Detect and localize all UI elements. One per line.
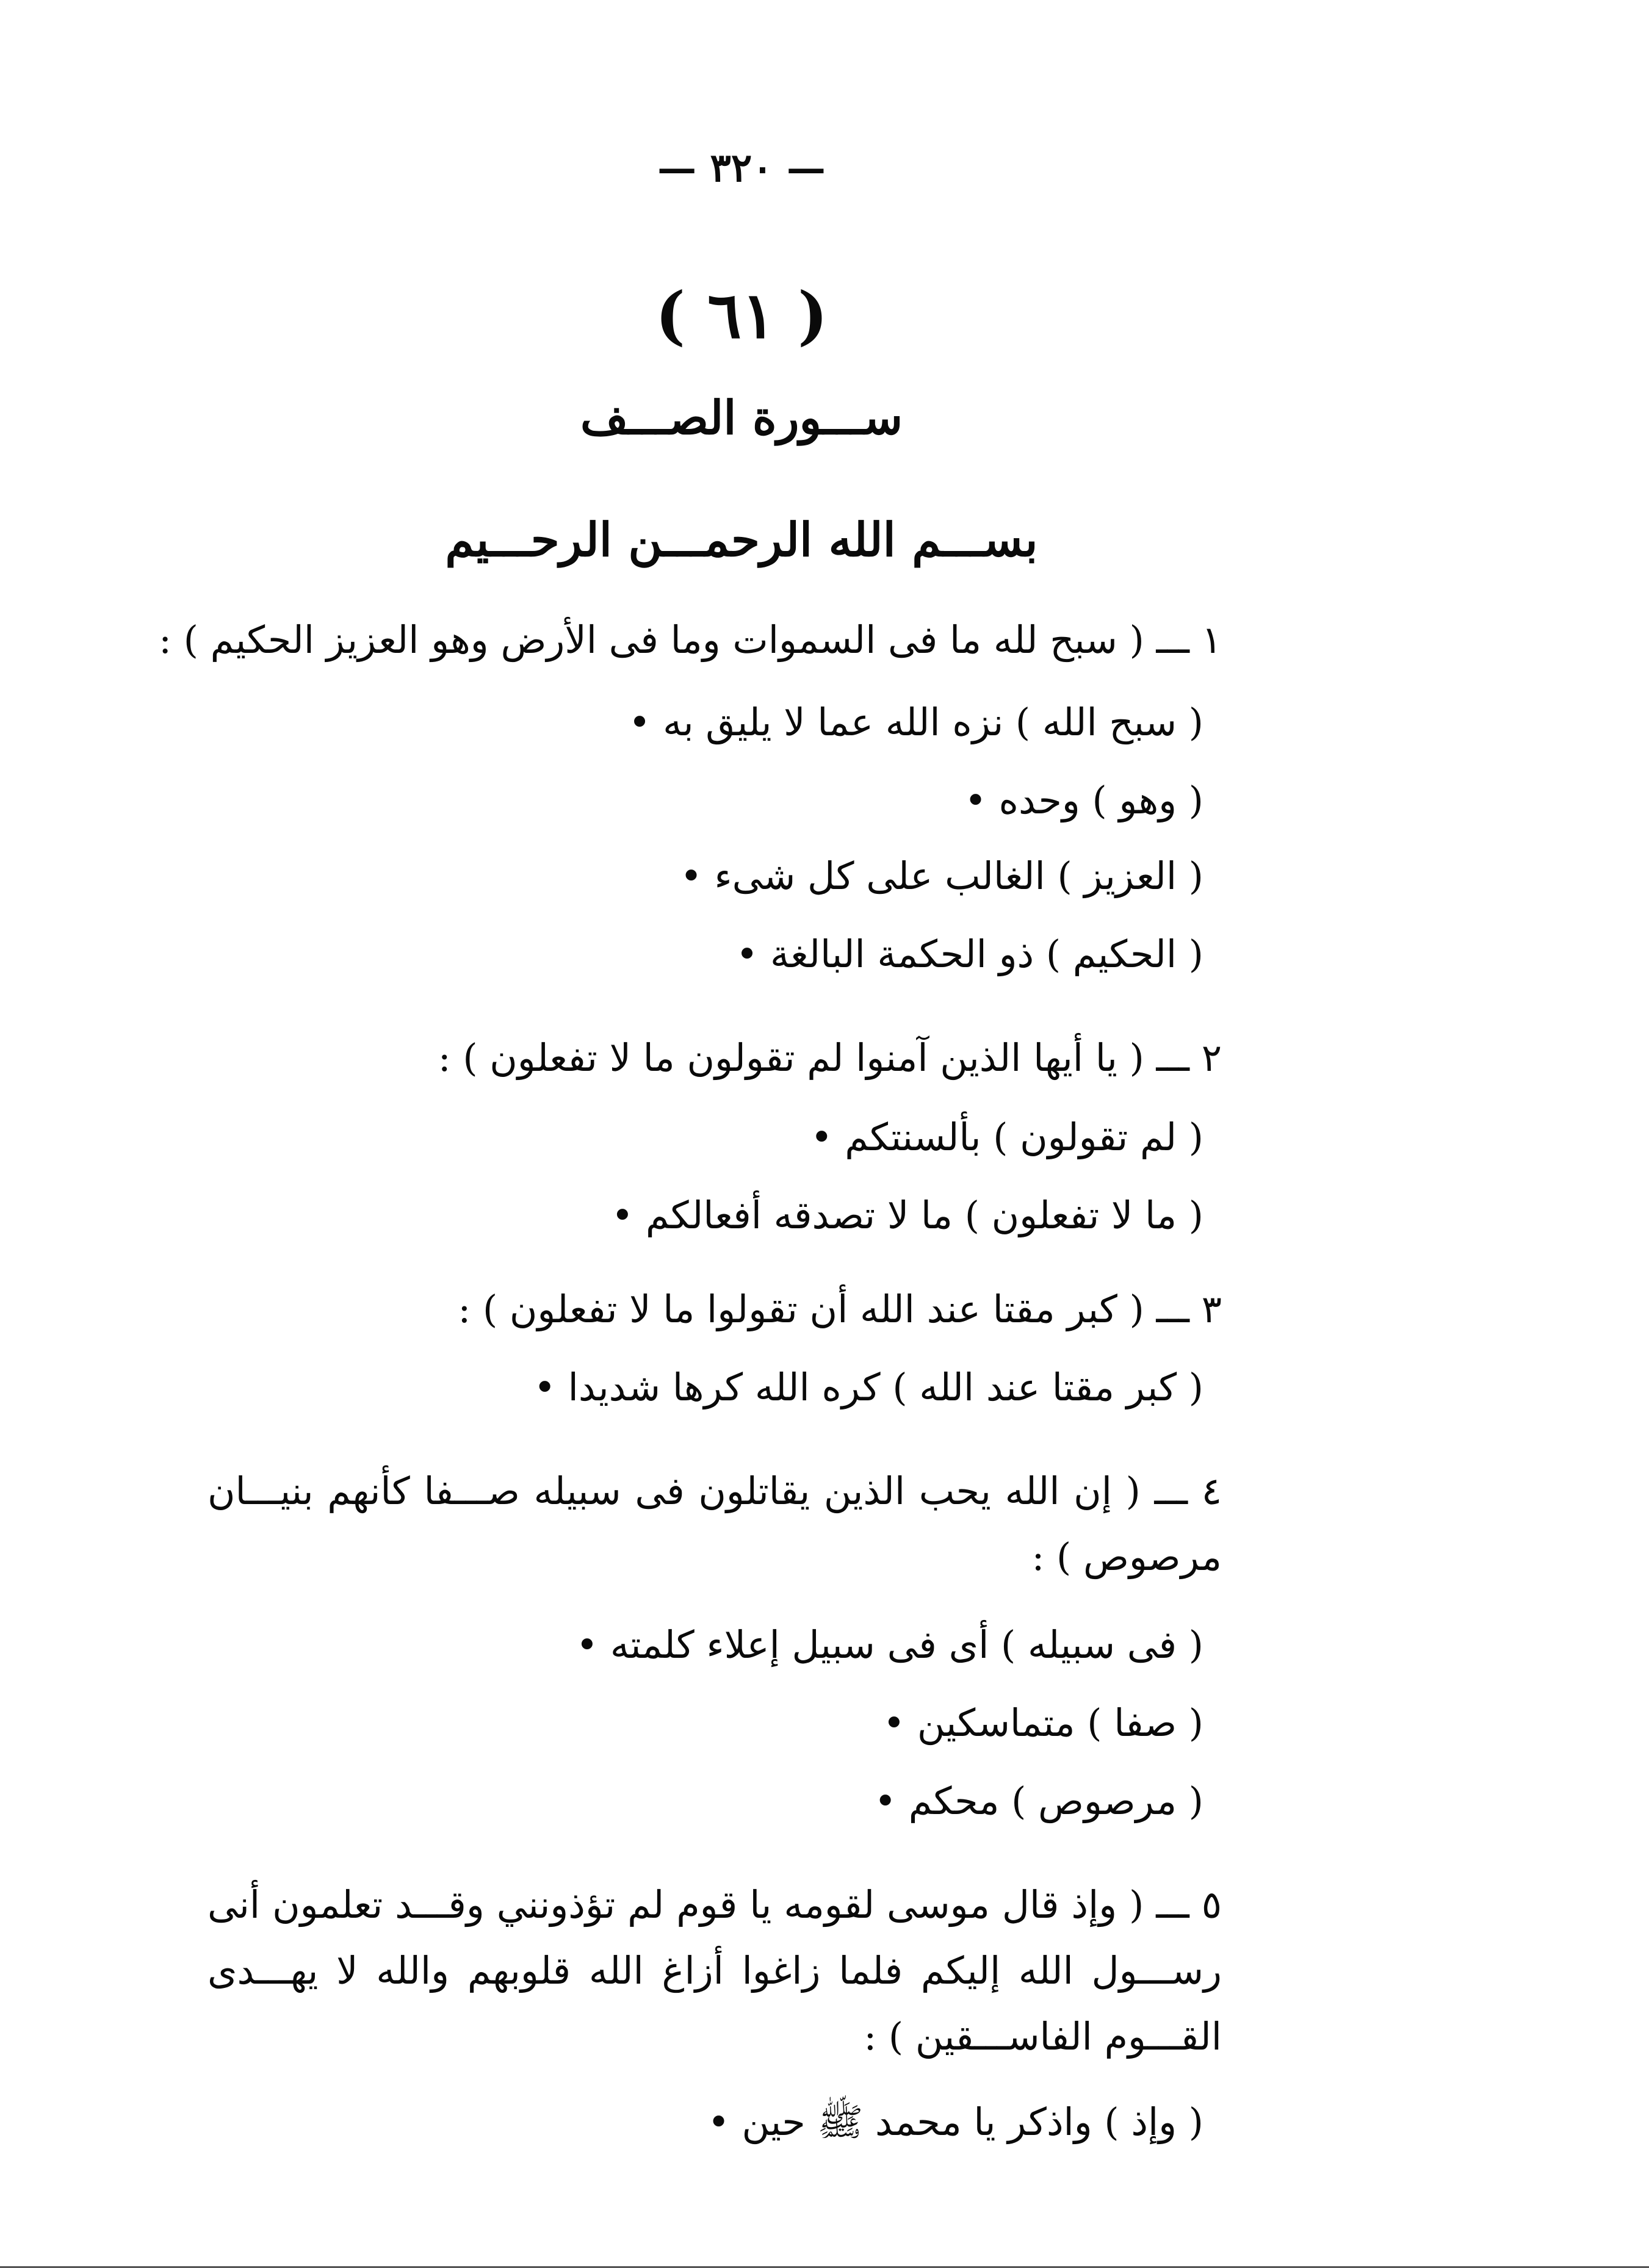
gloss-line: ( وهو ) وحده • bbox=[964, 778, 1203, 823]
verse-line: ٢ ـــ ( يا أيها الذين آمنوا لم تقولون ما لا تفعلون ) : bbox=[438, 1035, 1222, 1080]
gloss-line: ( العزيز ) الغالب على كل شىء • bbox=[680, 854, 1203, 898]
verse-line: ١ ـــ ( سبح لله ما فى السموات وما فى الأرض وهو العزيز الحكيم ) : bbox=[159, 617, 1222, 662]
verse-line: ٣ ـــ ( كبر مقتا عند الله أن تقولوا ما لا تفعلون ) : bbox=[458, 1287, 1222, 1331]
verse-paragraph: ٥ ـــ ( وإذ قال موسى لقومه يا قوم لم تؤذونني وقـــد تعلمون أنى رســـول الله إليكم فلما زاغوا أزاغ الله قلوبهم والله لا يهـــدى القـــوم الفاســـقين ) : bbox=[207, 1882, 1222, 2059]
sura-title: ســـورة الصـــف bbox=[580, 391, 903, 445]
gloss-line: ( الحكيم ) ذو الحكمة البالغة • bbox=[735, 932, 1203, 976]
gloss-line: ( لم تقولون ) بألسنتكم • bbox=[810, 1115, 1203, 1159]
gloss-line: ( مرصوص ) محكم • bbox=[874, 1779, 1203, 1823]
sura-number: ( ٦١ ) bbox=[655, 278, 828, 353]
gloss-line: ( ما لا تفعلون ) ما لا تصدقه أفعالكم • bbox=[611, 1193, 1203, 1237]
gloss-line: ( وإذ ) واذكر يا محمد ﷺ حين • bbox=[707, 2100, 1203, 2144]
gloss-line: ( فى سبيله ) أى فى سبيل إعلاء كلمته • bbox=[576, 1622, 1203, 1667]
gloss-line: ( سبح الله ) نزه الله عما لا يليق به • bbox=[628, 700, 1203, 744]
basmala: بســـم الله الرحمـــن الرحـــيم bbox=[445, 513, 1038, 567]
gloss-line: ( كبر مقتا عند الله ) كره الله كرها شديدا • bbox=[533, 1365, 1203, 1409]
verse-paragraph: ٤ ـــ ( إن الله يحب الذين يقاتلون فى سبيله صـــفا كأنهم بنيـــان مرصوص ) : bbox=[207, 1469, 1222, 1579]
page-number: — ٣٢٠ — bbox=[657, 145, 826, 191]
gloss-line: ( صفا ) متماسكين • bbox=[882, 1701, 1203, 1745]
